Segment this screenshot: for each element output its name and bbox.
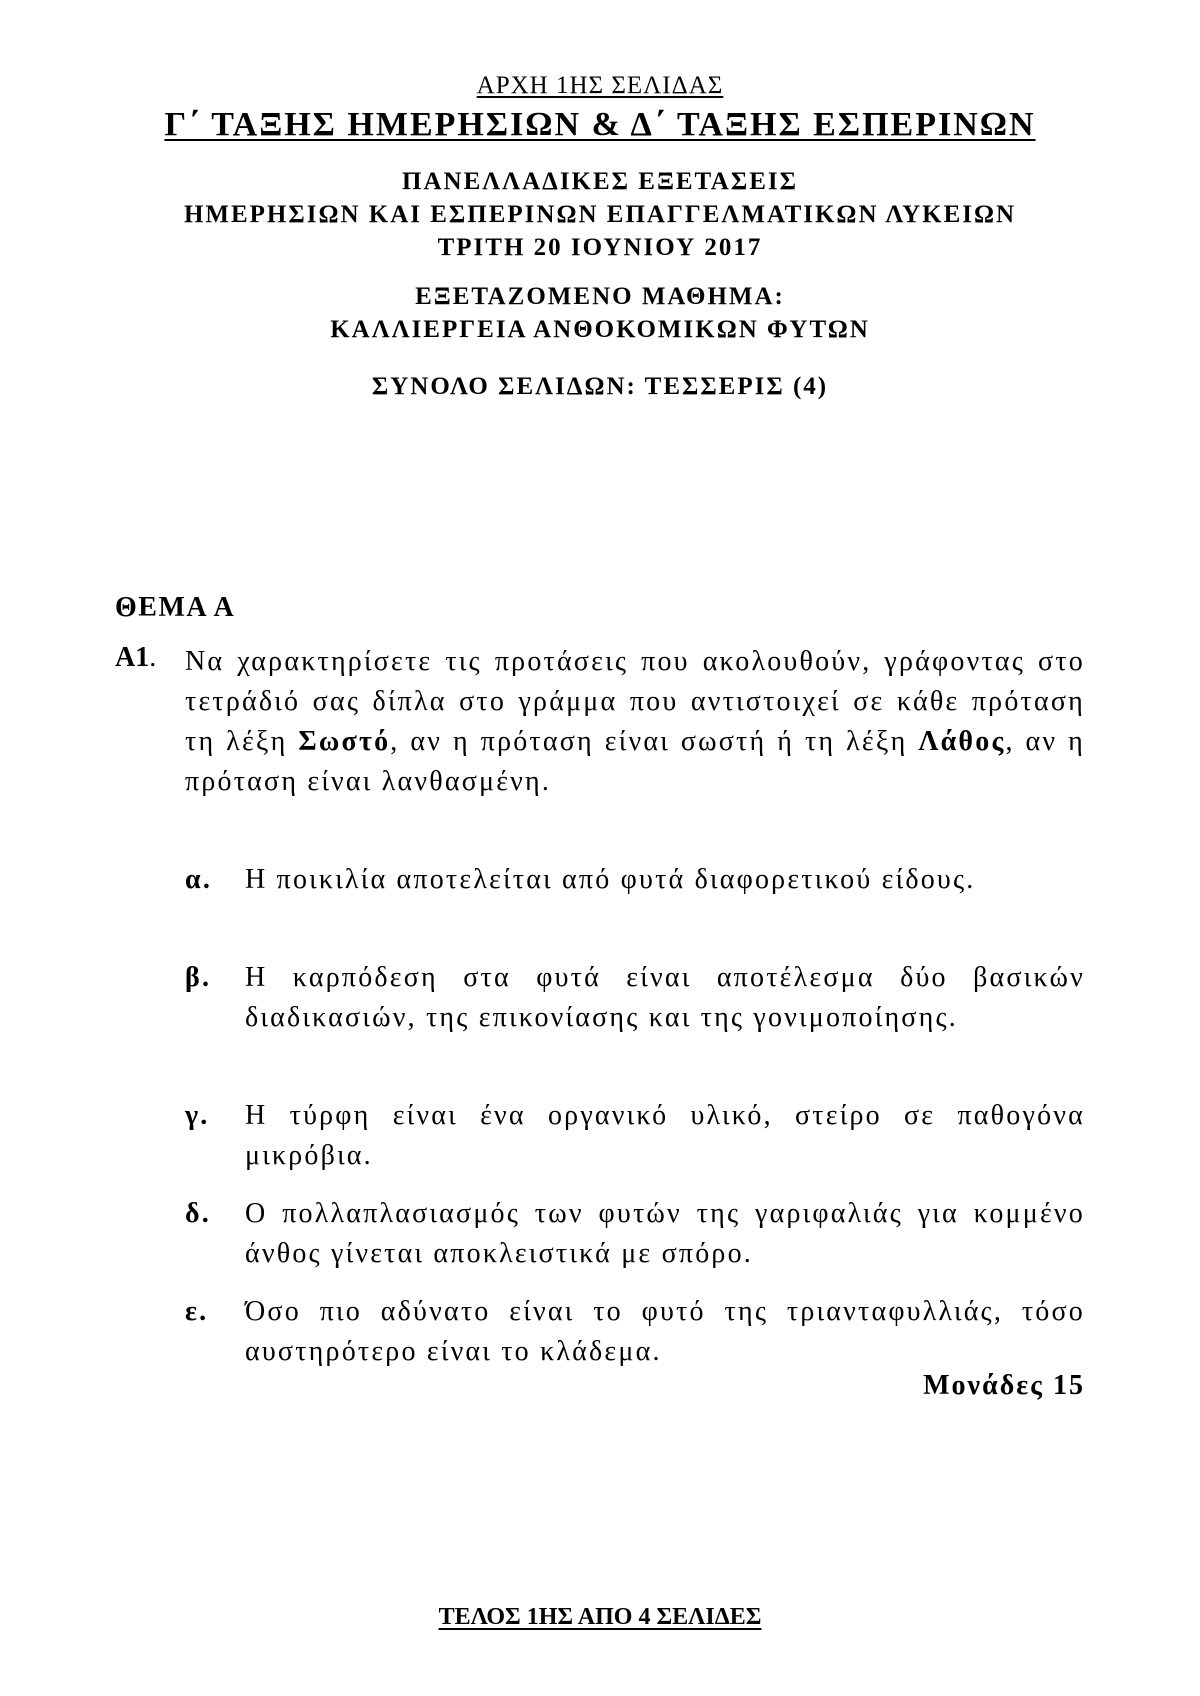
theme-title: ΘΕΜΑ Α <box>115 592 236 623</box>
schools-title: ΗΜΕΡΗΣΙΩΝ ΚΑΙ ΕΣΠΕΡΙΝΩΝ ΕΠΑΓΓΕΛΜΑΤΙΚΩΝ ΛΥΚΕΙΩΝ <box>183 201 1017 228</box>
exam-info-block <box>0 165 1200 264</box>
grade-heading-text: Γ΄ ΤΑΞΗΣ ΗΜΕΡΗΣΙΩΝ & Δ΄ ΤΑΞΗΣ ΕΣΠΕΡΙΝΩΝ <box>164 106 1036 143</box>
question-a1-instructions <box>185 642 1085 802</box>
question-a1-label: Α1. <box>115 642 157 673</box>
total-pages-text: ΣΥΝΟΛΟ ΣΕΛΙΔΩΝ: ΤΕΣΣΕΡΙΣ (4) <box>371 373 829 400</box>
grade-heading <box>0 106 1200 144</box>
instructions-part-2: , αν η πρόταση είναι σωστή ή τη λέξη <box>390 726 908 757</box>
statement-label: ε. <box>185 1296 209 1327</box>
points-label: Μονάδες 15 <box>923 1370 1085 1401</box>
statement-label: γ. <box>185 1100 210 1131</box>
subject-label: ΕΞΕΤΑΖΟΜΕΝΟ ΜΑΘΗΜΑ: <box>415 283 785 310</box>
page-start-text: ΑΡΧΗ 1ΗΣ ΣΕΛΙΔΑΣ <box>476 72 724 99</box>
statement-text: Όσο πιο αδύνατο είναι το φυτό της τριανταφυλλιάς, τόσο αυστηρότερο είναι το κλάδεμα. <box>245 1296 1085 1367</box>
word-wrong: Λάθος <box>918 726 1006 757</box>
instructions-part-3: , αν η πρόταση είναι λανθασμένη. <box>185 726 1086 797</box>
subject-block <box>0 280 1200 346</box>
instructions-part-1: Να χαρακτηρίσετε τις προτάσεις που ακολουθούν, γράφοντας στο τετράδιό σας δίπλα στο γράμμα που αντιστοιχεί σε κάθε πρόταση τη λέξη <box>185 646 1085 757</box>
statement-text: Η τύρφη είναι ένα οργανικό υλικό, στείρο σε παθογόνα μικρόβια. <box>245 1100 1085 1171</box>
statement-text: Η καρπόδεση στα φυτά είναι αποτέλεσμα δύο βασικών διαδικασιών, της επικονίασης και της γονιμοποίησης. <box>245 962 1085 1033</box>
page-start-header <box>0 72 1200 100</box>
total-pages <box>0 370 1200 403</box>
page-end-footer <box>0 1604 1200 1631</box>
statement-label: δ. <box>185 1198 211 1229</box>
question-a1-number: Α1 <box>115 642 150 673</box>
statement-text: Η ποικιλία αποτελείται από φυτά διαφορετικού είδους. <box>245 864 976 895</box>
statement-label: α. <box>185 864 213 895</box>
statement-label: β. <box>185 962 212 993</box>
exams-title: ΠΑΝΕΛΛΑΔΙΚΕΣ ΕΞΕΤΑΣΕΙΣ <box>402 168 798 195</box>
exam-date: ΤΡΙΤΗ 20 ΙΟΥΝΙΟΥ 2017 <box>437 234 763 261</box>
word-correct: Σωστό <box>298 726 391 757</box>
page-end-text: ΤΕΛΟΣ 1ΗΣ ΑΠΟ 4 ΣΕΛΙΔΕΣ <box>438 1604 762 1630</box>
subject-name: ΚΑΛΛΙΕΡΓΕΙΑ ΑΝΘΟΚΟΜΙΚΩΝ ΦΥΤΩΝ <box>330 316 870 343</box>
statement-text: Ο πολλαπλασιασμός των φυτών της γαριφαλιάς για κομμένο άνθος γίνεται αποκλειστικά με σπόρο. <box>245 1198 1085 1269</box>
